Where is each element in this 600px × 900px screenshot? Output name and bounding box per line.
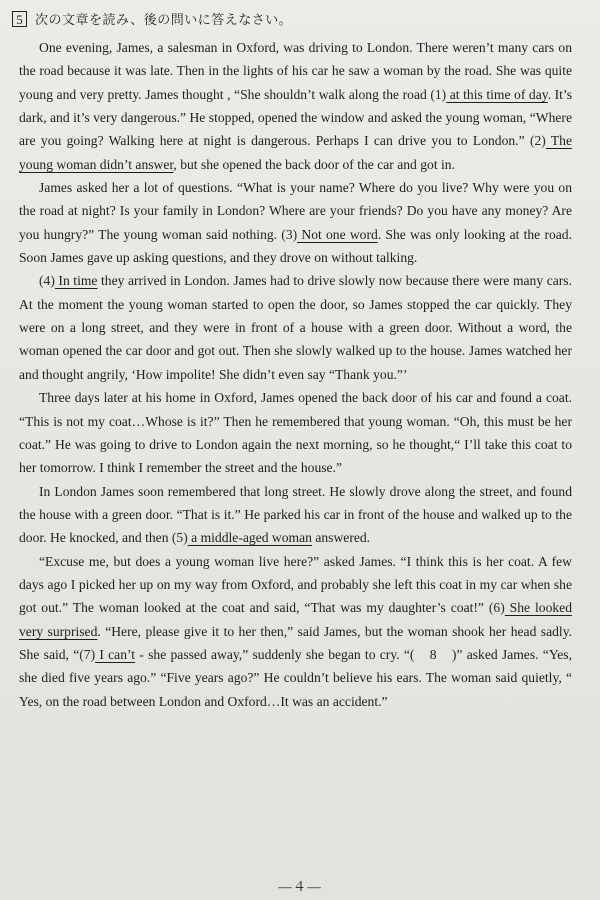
text: they arrived in London. James had to drive slowly now because there were many cars. At the moment the young woman started to open the door, so James stopped the car quickly. They were on a long street, and they were in front of a house with a green door. Without a word, the woman opened the car door and got out. Then she slowly walked up to the house. James watched her and thought angrily, ‘How impolite! She didn’t even say “Thank you.”’ xyxy=(19,273,572,382)
text: “Excuse me, but does a young woman live here?” asked James. “I think this is her coat. A few days ago I picked her up on my way from Oxford, and probably she left this coat in my car when she got out.” The woman looked at the coat and said, “That was my daughter’s coat!” xyxy=(19,553,572,616)
text: . It’s dark, and it’s very dangerous.” He stopped, opened the window and asked the young woman, “Where are you going? Walking here at night is dangerous. Perhaps I can drive you to London.” xyxy=(19,86,573,149)
question-header xyxy=(12,9,292,28)
text: In London James soon remembered that long street. He slowly drove along the street, and found the house with a green door. “That is it.” He parked his car in front of the house and walked up to the door. He knocked, and then xyxy=(19,483,572,546)
text: answered. xyxy=(311,530,371,546)
marker-5: (5) xyxy=(171,530,188,546)
marker-4: (4) xyxy=(39,273,55,289)
question-number-box: 5 xyxy=(12,11,27,27)
text: , but she opened the back door of the car and got in. xyxy=(173,156,455,172)
paragraph-1 xyxy=(19,36,572,176)
marker-6: (6) xyxy=(488,600,505,616)
paragraph-2 xyxy=(19,176,572,269)
underlined-phrase-2: The young woman didn’t answer xyxy=(19,133,572,172)
reading-passage xyxy=(19,36,572,713)
question-instruction: 次の文章を読み、後の問いに答えなさい。 xyxy=(35,13,293,28)
underlined-phrase-6: She looked very surprised xyxy=(19,600,572,639)
underlined-phrase-3: Not one word xyxy=(297,226,378,242)
marker-3: (3) xyxy=(281,226,298,242)
text: James asked her a lot of questions. “What is your name? Where do you live? Why were you on the road at night? Is your family in London? Where are your friends? Do you have any money? Are you hungry?” The young woman said nothing. xyxy=(19,180,572,242)
text: . She was only looking at the road. Soon James gave up asking questions, and they drove on without talking. xyxy=(19,226,572,266)
text: Three days later at his home in Oxford, James opened the back door of his car and found a coat. “This is not my coat…Whose is it?” Then he remembered that young woman. “Oh, this must be her coat.” He was going to drive to London again the next morning, so he thought,“ I’ll take this coat to her tomorrow. I think I remember the street and the house.” xyxy=(19,390,572,476)
marker-7: (7) xyxy=(79,646,96,662)
text: - she passed away,” suddenly she began to cry. “( 8 )” asked James. “Yes, she died five years ago.” “Five years ago?” He couldn’t believe his ears. The woman said quietly, “ Yes, on the road between London and Oxford…It was an accident.” xyxy=(19,646,572,709)
paragraph-5 xyxy=(19,480,572,550)
underlined-phrase-4: In time xyxy=(54,273,98,289)
marker-1: (1) xyxy=(430,86,447,102)
page-number: —４— xyxy=(278,879,322,894)
text: One evening, James, a salesman in Oxford, was driving to London. There weren’t many cars on the road because it was late. Then in the lights of his car he saw a woman by the road. She was quite young and very pretty. James thought , “She shouldn’t walk along the road xyxy=(19,40,572,102)
underlined-phrase-5: a middle-aged woman xyxy=(187,530,312,546)
paragraph-4 xyxy=(19,386,572,479)
paragraph-3 xyxy=(19,269,572,386)
underlined-phrase-1: at this time of day xyxy=(446,86,548,102)
underlined-phrase-7: I can’t xyxy=(95,646,136,662)
text: . “Here, please give it to her then,” said James, but the woman shook her head sadly. She said, “ xyxy=(19,623,573,662)
marker-2: (2) xyxy=(529,133,546,149)
paragraph-6 xyxy=(19,550,572,713)
